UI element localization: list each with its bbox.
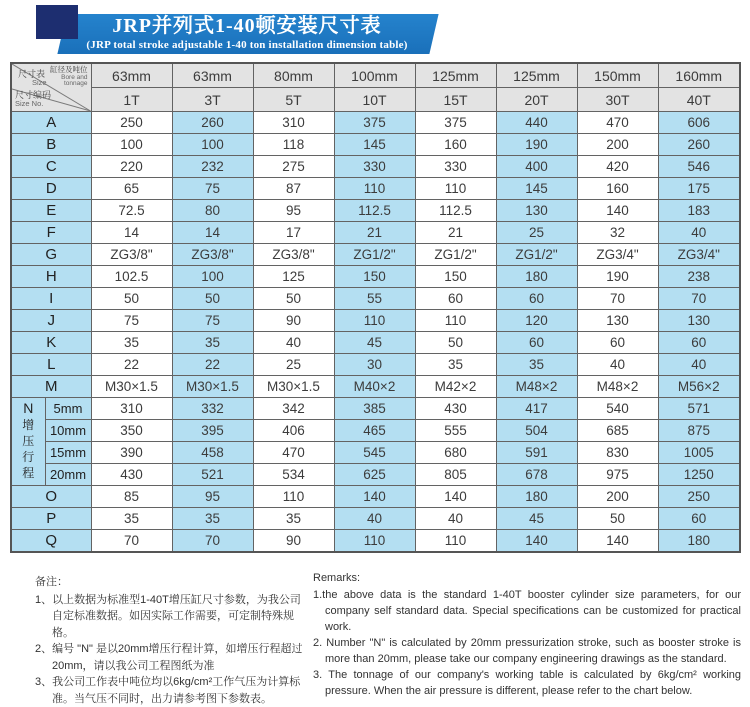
cell-N20mm-col8: 1250 [658,464,740,486]
cell-N15mm-col1: 390 [91,442,172,464]
dim-row-K [11,332,740,354]
n-section-label: N 增 压 行 程 [11,398,45,486]
dimension-table-body [11,63,740,552]
dim-row-D [11,178,740,200]
cell-C-col4: 330 [334,156,415,178]
dim-row-G [11,244,740,266]
cell-L-col4: 30 [334,354,415,376]
cell-I-col7: 70 [577,288,658,310]
dim-row-I [11,288,740,310]
cell-O-col1: 85 [91,486,172,508]
cell-J-col1: 75 [91,310,172,332]
cell-P-col7: 50 [577,508,658,530]
cell-N5mm-col8: 571 [658,398,740,420]
cell-M-col2: M30×1.5 [172,376,253,398]
title-block [56,15,438,52]
tonnage-header-6: 20T [496,88,577,112]
cell-K-col3: 40 [253,332,334,354]
row-label-O: O [11,486,91,508]
cell-P-col3: 35 [253,508,334,530]
cell-N10mm-col2: 395 [172,420,253,442]
cell-E-col8: 183 [658,200,740,222]
cell-B-col6: 190 [496,134,577,156]
cell-K-col5: 50 [415,332,496,354]
corner-size-no-label: 尺寸编码 Size No. [15,90,52,109]
note-item: 1.the above data is the standard 1-40T booster cylinder size parameters, for our company self standard data. Special specifications can be customized for practical work. [313,588,741,633]
cell-E-col3: 95 [253,200,334,222]
cell-Q-col7: 140 [577,530,658,553]
cell-J-col3: 90 [253,310,334,332]
page-title-zh: JRP并列式1-40顿安装尺寸表 [112,15,382,37]
cell-E-col7: 140 [577,200,658,222]
cell-G-col7: ZG3/4" [577,244,658,266]
cell-A-col4: 375 [334,112,415,134]
cell-C-col8: 546 [658,156,740,178]
bore-header-8: 160mm [658,63,740,88]
cell-F-col5: 21 [415,222,496,244]
cell-N20mm-col4: 625 [334,464,415,486]
cell-B-col3: 118 [253,134,334,156]
cell-C-col7: 420 [577,156,658,178]
corner-size-label: 尺寸表 Size [18,69,47,88]
cell-N5mm-col7: 540 [577,398,658,420]
cell-N10mm-col3: 406 [253,420,334,442]
cell-H-col8: 238 [658,266,740,288]
note-item: 2. Number "N" is calculated by 20mm pressurization stroke, such as booster stroke is more than 20mm, please take our company engineering drawings as the standard. [313,636,741,665]
dim-row-N-15mm [11,442,740,464]
cell-O-col3: 110 [253,486,334,508]
cell-Q-col8: 180 [658,530,740,553]
cell-M-col5: M42×2 [415,376,496,398]
cell-Q-col4: 110 [334,530,415,553]
cell-N20mm-col2: 521 [172,464,253,486]
note-item: 2、编号 "N" 是以20mm增压行程计算，如增压行程超过20mm，请以我公司工程图纸为准 [35,643,303,672]
cell-F-col4: 21 [334,222,415,244]
cell-N5mm-col3: 342 [253,398,334,420]
tonnage-header-5: 15T [415,88,496,112]
cell-Q-col6: 140 [496,530,577,553]
row-label-G: G [11,244,91,266]
cell-O-col2: 95 [172,486,253,508]
cell-D-col8: 175 [658,178,740,200]
cell-D-col5: 110 [415,178,496,200]
cell-L-col1: 22 [91,354,172,376]
cell-Q-col2: 70 [172,530,253,553]
cell-B-col5: 160 [415,134,496,156]
cell-N10mm-col6: 504 [496,420,577,442]
cell-F-col1: 14 [91,222,172,244]
dim-row-E [11,200,740,222]
cell-Q-col3: 90 [253,530,334,553]
cell-H-col3: 125 [253,266,334,288]
cell-O-col7: 200 [577,486,658,508]
cell-K-col8: 60 [658,332,740,354]
cell-H-col7: 190 [577,266,658,288]
cell-N10mm-col4: 465 [334,420,415,442]
row-label-H: H [11,266,91,288]
corner-bore-tonnage-label: 缸径及吨位 Bore and tonnage [50,65,88,88]
cell-Q-col5: 110 [415,530,496,553]
cell-F-col8: 40 [658,222,740,244]
row-label-Q: Q [11,530,91,553]
cell-N10mm-col1: 350 [91,420,172,442]
cell-G-col6: ZG1/2" [496,244,577,266]
cell-G-col8: ZG3/4" [658,244,740,266]
page-title-en: (JRP total stroke adjustable 1-40 ton installation dimension table) [86,39,408,51]
cell-O-col4: 140 [334,486,415,508]
bore-header-5: 125mm [415,63,496,88]
cell-N15mm-col3: 470 [253,442,334,464]
cell-B-col4: 145 [334,134,415,156]
cell-D-col2: 75 [172,178,253,200]
n-sub-label-20mm: 20mm [45,464,91,486]
cell-K-col4: 45 [334,332,415,354]
cell-N5mm-col6: 417 [496,398,577,420]
dim-row-N-10mm [11,420,740,442]
cell-N15mm-col8: 1005 [658,442,740,464]
cell-A-col1: 250 [91,112,172,134]
cell-F-col7: 32 [577,222,658,244]
row-label-D: D [11,178,91,200]
cell-I-col8: 70 [658,288,740,310]
bore-header-3: 80mm [253,63,334,88]
row-label-M: M [11,376,91,398]
cell-F-col6: 25 [496,222,577,244]
cell-N15mm-col5: 680 [415,442,496,464]
cell-B-col1: 100 [91,134,172,156]
cell-K-col1: 35 [91,332,172,354]
cell-N20mm-col5: 805 [415,464,496,486]
row-label-P: P [11,508,91,530]
cell-N10mm-col5: 555 [415,420,496,442]
cell-P-col4: 40 [334,508,415,530]
cell-C-col2: 232 [172,156,253,178]
cell-J-col4: 110 [334,310,415,332]
notes-zh-heading: 备注： [35,576,68,588]
cell-P-col6: 45 [496,508,577,530]
cell-G-col4: ZG1/2" [334,244,415,266]
bore-row [11,63,740,88]
cell-L-col8: 40 [658,354,740,376]
dim-row-M [11,376,740,398]
cell-J-col7: 130 [577,310,658,332]
cell-C-col1: 220 [91,156,172,178]
tonnage-header-2: 3T [172,88,253,112]
cell-A-col5: 375 [415,112,496,134]
cell-G-col3: ZG3/8" [253,244,334,266]
n-sub-label-15mm: 15mm [45,442,91,464]
cell-A-col6: 440 [496,112,577,134]
note-item: 1、以上数据为标准型1-40T增压缸尺寸参数，为我公司自定标准数据。如因实际工作需要，可定制特殊规格。 [35,593,301,639]
cell-L-col7: 40 [577,354,658,376]
cell-M-col8: M56×2 [658,376,740,398]
notes-zh [35,574,309,707]
dim-row-P [11,508,740,530]
cell-L-col3: 25 [253,354,334,376]
cell-D-col7: 160 [577,178,658,200]
note-item: 3. The tonnage of our company's working table is calculated by 6kg/cm² working pressure. When the air pressure is different, please refer to the chart below. [313,668,741,697]
cell-H-col2: 100 [172,266,253,288]
row-label-E: E [11,200,91,222]
cell-D-col3: 87 [253,178,334,200]
cell-K-col7: 60 [577,332,658,354]
cell-O-col8: 250 [658,486,740,508]
cell-E-col2: 80 [172,200,253,222]
cell-J-col6: 120 [496,310,577,332]
cell-B-col2: 100 [172,134,253,156]
dimension-table-wrapper [10,62,741,553]
cell-N15mm-col7: 830 [577,442,658,464]
cell-L-col2: 22 [172,354,253,376]
cell-I-col2: 50 [172,288,253,310]
dim-row-Q [11,530,740,553]
cell-E-col1: 72.5 [91,200,172,222]
row-label-K: K [11,332,91,354]
dim-row-C [11,156,740,178]
cell-O-col5: 140 [415,486,496,508]
cell-J-col5: 110 [415,310,496,332]
cell-A-col7: 470 [577,112,658,134]
cell-M-col6: M48×2 [496,376,577,398]
cell-G-col1: ZG3/8" [91,244,172,266]
cell-N15mm-col2: 458 [172,442,253,464]
cell-G-col2: ZG3/8" [172,244,253,266]
row-label-J: J [11,310,91,332]
cell-Q-col1: 70 [91,530,172,553]
row-label-A: A [11,112,91,134]
cell-F-col3: 17 [253,222,334,244]
cell-E-col4: 112.5 [334,200,415,222]
tonnage-header-8: 40T [658,88,740,112]
cell-I-col5: 60 [415,288,496,310]
cell-K-col2: 35 [172,332,253,354]
cell-N5mm-col2: 332 [172,398,253,420]
cell-A-col3: 310 [253,112,334,134]
row-label-I: I [11,288,91,310]
cell-K-col6: 60 [496,332,577,354]
cell-N10mm-col8: 875 [658,420,740,442]
cell-L-col5: 35 [415,354,496,376]
cell-A-col2: 260 [172,112,253,134]
cell-A-col8: 606 [658,112,740,134]
cell-I-col4: 55 [334,288,415,310]
tonnage-row [11,88,740,112]
cell-H-col5: 150 [415,266,496,288]
dim-row-B [11,134,740,156]
cell-P-col8: 60 [658,508,740,530]
cell-D-col6: 145 [496,178,577,200]
cell-E-col6: 130 [496,200,577,222]
cell-P-col2: 35 [172,508,253,530]
cell-J-col8: 130 [658,310,740,332]
dim-row-O [11,486,740,508]
cell-N15mm-col4: 545 [334,442,415,464]
cell-I-col6: 60 [496,288,577,310]
dim-row-A [11,112,740,134]
notes-en-heading: Remarks: [313,572,361,584]
cell-P-col5: 40 [415,508,496,530]
bore-header-7: 150mm [577,63,658,88]
cell-M-col4: M40×2 [334,376,415,398]
title-banner [40,5,452,55]
corner-header-cell [11,63,91,112]
cell-P-col1: 35 [91,508,172,530]
cell-N20mm-col3: 534 [253,464,334,486]
cell-M-col3: M30×1.5 [253,376,334,398]
dim-row-N-20mm [11,464,740,486]
cell-N15mm-col6: 591 [496,442,577,464]
notes-en [313,571,741,700]
dim-row-L [11,354,740,376]
cell-B-col8: 260 [658,134,740,156]
bore-header-6: 125mm [496,63,577,88]
cell-C-col3: 275 [253,156,334,178]
cell-N5mm-col1: 310 [91,398,172,420]
cell-I-col3: 50 [253,288,334,310]
dimension-table [10,62,741,553]
dim-row-F [11,222,740,244]
cell-H-col1: 102.5 [91,266,172,288]
cell-H-col6: 180 [496,266,577,288]
cell-L-col6: 35 [496,354,577,376]
row-label-F: F [11,222,91,244]
bore-header-1: 63mm [91,63,172,88]
bore-header-4: 100mm [334,63,415,88]
cell-H-col4: 150 [334,266,415,288]
note-item: 3、我公司工作表中吨位均以6kg/cm²工作气压为计算标准。当气压不同时，出力请参考图下参数表。 [35,676,301,705]
tonnage-header-7: 30T [577,88,658,112]
cell-D-col4: 110 [334,178,415,200]
cell-O-col6: 180 [496,486,577,508]
cell-F-col2: 14 [172,222,253,244]
n-sub-label-10mm: 10mm [45,420,91,442]
cell-N20mm-col6: 678 [496,464,577,486]
cell-D-col1: 65 [91,178,172,200]
dim-row-H [11,266,740,288]
row-label-L: L [11,354,91,376]
row-label-B: B [11,134,91,156]
cell-E-col5: 112.5 [415,200,496,222]
cell-C-col5: 330 [415,156,496,178]
cell-N5mm-col5: 430 [415,398,496,420]
cell-C-col6: 400 [496,156,577,178]
cell-N5mm-col4: 385 [334,398,415,420]
cell-M-col7: M48×2 [577,376,658,398]
cell-B-col7: 200 [577,134,658,156]
cell-M-col1: M30×1.5 [91,376,172,398]
n-sub-label-5mm: 5mm [45,398,91,420]
cell-G-col5: ZG1/2" [415,244,496,266]
tonnage-header-1: 1T [91,88,172,112]
cell-N10mm-col7: 685 [577,420,658,442]
tonnage-header-3: 5T [253,88,334,112]
cell-J-col2: 75 [172,310,253,332]
bore-header-2: 63mm [172,63,253,88]
cell-N20mm-col7: 975 [577,464,658,486]
dim-row-J [11,310,740,332]
tonnage-header-4: 10T [334,88,415,112]
row-label-C: C [11,156,91,178]
dim-row-N-5mm [11,398,740,420]
cell-N20mm-col1: 430 [91,464,172,486]
cell-I-col1: 50 [91,288,172,310]
